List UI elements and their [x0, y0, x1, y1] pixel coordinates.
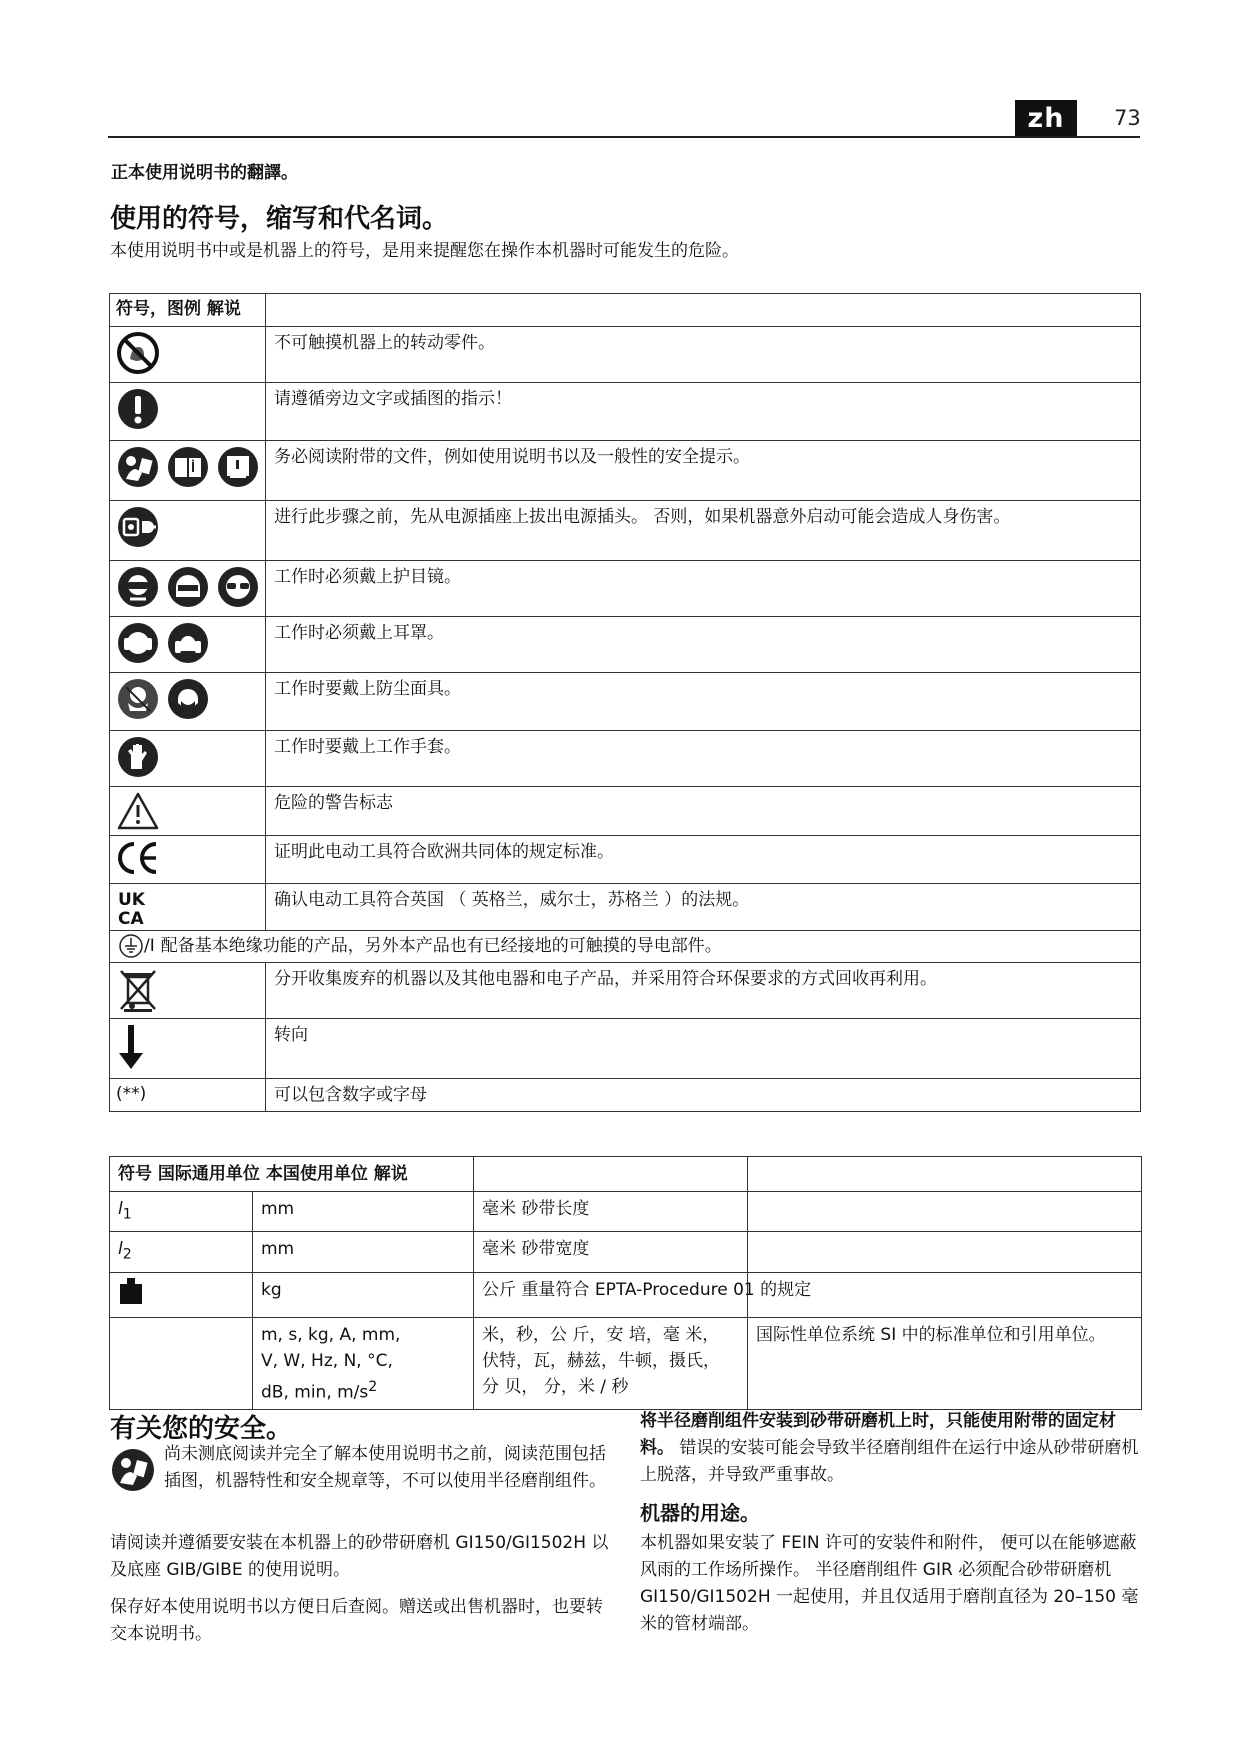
unit-description: [748, 1232, 1142, 1272]
local-unit: 米，秒，公 斤，安 培，毫 米， 伏特，瓦，赫兹，牛顿，摄氏， 分 贝， 分，米 / 秒: [474, 1317, 748, 1410]
symbols-header: 符号，图例 解说: [110, 294, 266, 327]
symbol-description: 证明此电动工具符合欧洲共同体的规定标准。: [266, 836, 1141, 884]
read-document-icon: [216, 445, 260, 489]
ear-protection-icon: [166, 621, 210, 665]
header-empty-cell: [748, 1157, 1142, 1192]
table-row: [110, 1079, 1141, 1112]
warning-triangle-icon: [116, 791, 160, 831]
symbol-description: 工作时要戴上工作手套。: [266, 731, 1141, 787]
table-row: [110, 884, 1141, 931]
unit-description: 国际性单位系统 SI 中的标准单位和引用单位。: [748, 1317, 1142, 1410]
table-row: [110, 1272, 1142, 1317]
intl-unit: mm: [253, 1232, 474, 1272]
symbol-description: 危险的警告标志: [266, 787, 1141, 836]
table-row: [110, 673, 1141, 731]
table-row: [110, 1019, 1141, 1079]
intl-unit: m, s, kg, A, mm, V, W, Hz, N, °C, dB, min, $m/s^2$: [253, 1317, 474, 1410]
symbol-description: 转向: [266, 1019, 1141, 1079]
goggles-icon: [116, 565, 160, 609]
table-header-row: [110, 1157, 1142, 1192]
units-header: 符号 国际通用单位 本国使用单位 解说: [110, 1157, 474, 1192]
symbol-description: 确认电动工具符合英国 （ 英格兰，威尔士，苏格兰 ）的法规。: [266, 884, 1141, 931]
unit-symbol: [110, 1272, 253, 1317]
svg-text:CA: CA: [118, 909, 144, 926]
do-not-touch-rotating-icon: [116, 331, 160, 375]
read-book-icon: [166, 445, 210, 489]
local-unit: 公斤 重量符合 EPTA-Procedure 01 的规定: [474, 1272, 748, 1317]
direction-arrow-icon: [116, 1023, 146, 1071]
symbol-description: 工作时要戴上防尘面具。: [266, 673, 1141, 731]
safety-title: 有关您的安全。: [110, 1414, 293, 1444]
gloves-icon: [116, 735, 160, 779]
unplug-icon: [116, 505, 160, 549]
table-row: [110, 1192, 1142, 1232]
safety-para-2: 保存好本使用说明书以方便日后查阅。赠送或出售机器时，也要转交本说明书。: [110, 1597, 603, 1644]
usage-text: 本机器如果安装了 FEIN 许可的安装件和附件， 便可以在能够遮蔽风雨的工作场所操作。 半径磨削组件 GIR 必须配合砂带研磨机 GI150/GI1502H 一起使用，并且仅适用于磨削直径为 20–150 毫米的管材端部。: [640, 1533, 1139, 1634]
units-table: [109, 1156, 1142, 1410]
symbol-description: 可以包含数字或字母: [266, 1079, 1141, 1112]
table-row: [110, 501, 1141, 561]
section-title: 使用的符号，缩写和代名词。: [110, 204, 449, 234]
symbol-description: 工作时必须戴上耳罩。: [266, 617, 1141, 673]
table-row: [110, 836, 1141, 884]
symbol-description: 工作时必须戴上护目镜。: [266, 561, 1141, 617]
header-rule: [108, 136, 1140, 138]
unit-symbol: [110, 1317, 253, 1410]
table-row: [110, 787, 1141, 836]
usage-title: 机器的用途。: [640, 1501, 760, 1525]
respirator-icon: [166, 677, 210, 721]
face-shield-icon: [166, 565, 210, 609]
table-row: [110, 1317, 1142, 1410]
symbol-description: 分开收集废弃的机器以及其他电器和电子产品，并采用符合环保要求的方式回收再利用。: [266, 963, 1141, 1019]
table-row: [110, 1232, 1142, 1272]
table-row: [110, 963, 1141, 1019]
safety-warning: 尚未测底阅读并完全了解本使用说明书之前，阅读范围包括插图，机器特性和安全规章等，不可以使用半径磨削组件。: [164, 1444, 606, 1491]
intl-unit: mm: [253, 1192, 474, 1232]
weee-bin-icon: [116, 967, 160, 1013]
symbol-description: 配备基本绝缘功能的产品，另外本产品也有已经接地的可触摸的导电部件。: [160, 936, 722, 956]
symbols-table: [109, 293, 1141, 1112]
symbol-description: 进行此步骤之前，先从电源插座上拔出电源插头。 否则，如果机器意外启动可能会造成人身伤害。: [266, 501, 1141, 561]
mounting-warning: 将半径磨削组件安装到砂带研磨机上时，只能使用附带的固定材料。 错误的安装可能会导致半径磨削组件在运行中途从砂带研磨机上脱落，并导致严重事故。: [640, 1411, 1139, 1485]
translation-note: 正本使用说明书的翻譯。: [111, 163, 298, 183]
header-empty-cell: [474, 1157, 748, 1192]
table-row: [110, 617, 1141, 673]
intl-unit: kg: [253, 1272, 474, 1317]
header-empty-cell: [266, 294, 1141, 327]
dust-mask-icon: [116, 677, 160, 721]
table-row: [110, 327, 1141, 383]
table-row: [110, 441, 1141, 501]
ear-muff-icon: [116, 621, 160, 665]
local-unit: 毫米 砂带宽度: [474, 1232, 748, 1272]
page-number: 73: [1114, 106, 1141, 130]
svg-text:UK: UK: [118, 890, 145, 910]
read-manual-icon: [116, 445, 160, 489]
table-row: [110, 931, 1141, 963]
weight-icon: [118, 1277, 144, 1305]
class-one-label: /I: [144, 936, 155, 956]
language-tab: zh: [1015, 100, 1077, 136]
ukca-mark-icon: [116, 888, 152, 926]
placeholder-symbol: (**): [110, 1079, 266, 1112]
unit-symbol: $l_2$: [110, 1232, 253, 1272]
read-manual-icon: [110, 1447, 156, 1497]
protective-earth-icon: [118, 933, 144, 959]
mandatory-action-icon: [116, 387, 160, 431]
local-unit: 毫米 砂带长度: [474, 1192, 748, 1232]
safety-para-1: 请阅读并遵循要安装在本机器上的砂带研磨机 GI150/GI1502H 以及底座 GIB/GIBE 的使用说明。: [110, 1533, 609, 1580]
table-row: [110, 383, 1141, 441]
unit-description: [748, 1192, 1142, 1232]
section-intro: 本使用说明书中或是机器上的符号，是用来提醒您在操作本机器时可能发生的危险。: [110, 241, 739, 261]
symbol-description: 务必阅读附带的文件，例如使用说明书以及一般性的安全提示。: [266, 441, 1141, 501]
symbol-description: 请遵循旁边文字或插图的指示！: [266, 383, 1141, 441]
table-header-row: [110, 294, 1141, 327]
ce-mark-icon: [116, 840, 160, 876]
table-row: [110, 731, 1141, 787]
symbol-description: 不可触摸机器上的转动零件。: [266, 327, 1141, 383]
table-row: [110, 561, 1141, 617]
safety-glasses-icon: [216, 565, 260, 609]
unit-symbol: $l_1$: [110, 1192, 253, 1232]
